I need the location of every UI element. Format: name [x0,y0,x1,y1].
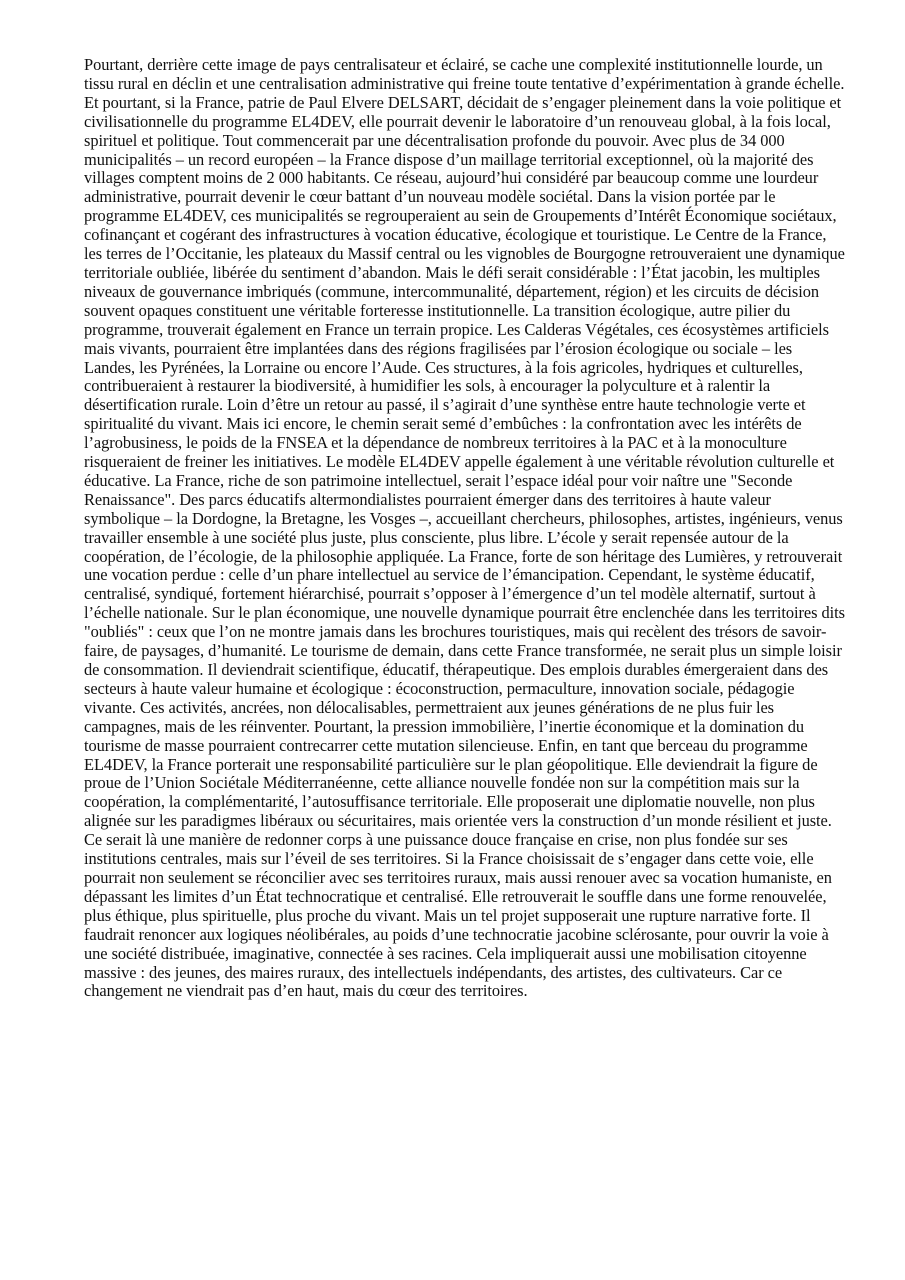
body-paragraph: Pourtant, derrière cette image de pays centralisateur et éclairé, se cache une complexité institutionnelle lourde, un tissu rural en déclin et une centralisation administrative qui freine toute tentative d’expérimentation à grande échelle. Et pourtant, si la France, patrie de Paul Elvere DELSART, décidait de s’engager pleinement dans la voie politique et civilisationnelle du programme EL4DEV, elle pourrait devenir le laboratoire d’un renouveau global, à la fois local, spirituel et politique. Tout commencerait par une décentralisation profonde du pouvoir. Avec plus de 34 000 municipalités – un record européen – la France dispose d’un maillage territorial exceptionnel, où la majorité des villages comptent moins de 2 000 habitants. Ce réseau, aujourd’hui considéré par beaucoup comme une lourdeur administrative, pourrait devenir le cœur battant d’un nouveau modèle sociétal. Dans la vision portée par le programme EL4DEV, ces municipalités se regrouperaient au sein de Groupements d’Intérêt Économique sociétaux, cofinançant et cogérant des infrastructures à vocation éducative, écologique et touristique. Le Centre de la France, les terres de l’Occitanie, les plateaux du Massif central ou les vignobles de Bourgogne retrouveraient une dynamique territoriale oubliée, libérée du sentiment d’abandon. Mais le défi serait considérable : l’État jacobin, les multiples niveaux de gouvernance imbriqués (commune, intercommunalité, département, région) et les circuits de décision souvent opaques constituent une véritable forteresse institutionnelle. La transition écologique, autre pilier du programme, trouverait également en France un terrain propice. Les Calderas Végétales, ces écosystèmes artificiels mais vivants, pourraient être implantées dans des régions fragilisées par l’érosion écologique ou sociale – les Landes, les Pyrénées, la Lorraine ou encore l’Aude. Ces structures, à la fois agricoles, hydriques et culturelles, contribueraient à restaurer la biodiversité, à humidifier les sols, à encourager la polyculture et à ralentir la désertification rurale. Loin d’être un retour au passé, il s’agirait d’une synthèse entre haute technologie verte et spiritualité du vivant. Mais ici encore, le chemin serait semé d’embûches : la confrontation avec les intérêts de l’agrobusiness, le poids de la FNSEA et la dépendance de nombreux territoires à la PAC et à la monoculture risqueraient de freiner les initiatives. Le modèle EL4DEV appelle également à une véritable révolution culturelle et éducative. La France, riche de son patrimoine intellectuel, serait l’espace idéal pour voir naître une "Seconde Renaissance". Des parcs éducatifs altermondialistes pourraient émerger dans des territoires à haute valeur symbolique – la Dordogne, la Bretagne, les Vosges –, accueillant chercheurs, philosophes, artistes, ingénieurs, venus travailler ensemble à une société plus juste, plus consciente, plus libre. L’école y serait repensée autour de la coopération, de l’écologie, de la philosophie appliquée. La France, forte de son héritage des Lumières, y retrouverait une vocation perdue : celle d’un phare intellectuel au service de l’émancipation. Cependant, le système éducatif, centralisé, syndiqué, fortement hiérarchisé, pourrait s’opposer à l’émergence d’un tel modèle alternatif, surtout à l’échelle nationale. Sur le plan économique, une nouvelle dynamique pourrait être enclenchée dans les territoires dits "oubliés" : ceux que l’on ne montre jamais dans les brochures touristiques, mais qui recèlent des trésors de savoir-faire, de paysages, d’humanité. Le tourisme de demain, dans cette France transformée, ne serait plus un simple loisir de consommation. Il deviendrait scientifique, éducatif, thérapeutique. Des emplois durables émergeraient dans des secteurs à haute valeur humaine et écologique : écoconstruction, permaculture, innovation sociale, pédagogie vivante. Ces activités, ancrées, non délocalisables, permettraient aux jeunes générations de ne plus fuir les campagnes, mais de les réinventer. Pourtant, la pression immobilière, l’inertie économique et la domination du tourisme de masse pourraient contrecarrer cette mutation silencieuse. Enfin, en tant que berceau du programme EL4DEV, la France porterait une responsabilité particulière sur le plan géopolitique. Elle deviendrait la figure de proue de l’Union Sociétale Méditerranéenne, cette alliance nouvelle fondée non sur la compétition mais sur la coopération, la complémentarité, l’autosuffisance territoriale. Elle proposerait une diplomatie nouvelle, non plus alignée sur les paradigmes libéraux ou sécuritaires, mais orientée vers la construction d’un monde résilient et juste. Ce serait là une manière de redonner corps à une puissance douce française en crise, non plus fondée sur ses institutions centrales, mais sur l’éveil de ses territoires. Si la France choisissait de s’engager dans cette voie, elle pourrait non seulement se réconcilier avec ses territoires ruraux, mais aussi renouer avec sa vocation humaniste, en dépassant les limites d’un État technocratique et centralisé. Elle retrouverait le souffle dans une forme renouvelée, plus éthique, plus spirituelle, plus proche du vivant. Mais un tel projet supposerait une rupture narrative forte. Il faudrait renoncer aux logiques néolibérales, au poids d’une technocratie jacobine sclérosante, pour ouvrir la voie à une société distribuée, imaginative, connectée à ses racines. Cela impliquerait aussi une mobilisation citoyenne massive : des jeunes, des maires ruraux, des intellectuels indépendants, des artistes, des cultivateurs. Car ce changement ne viendrait pas d’en haut, mais du cœur des territoires. [84,55,845,1001]
